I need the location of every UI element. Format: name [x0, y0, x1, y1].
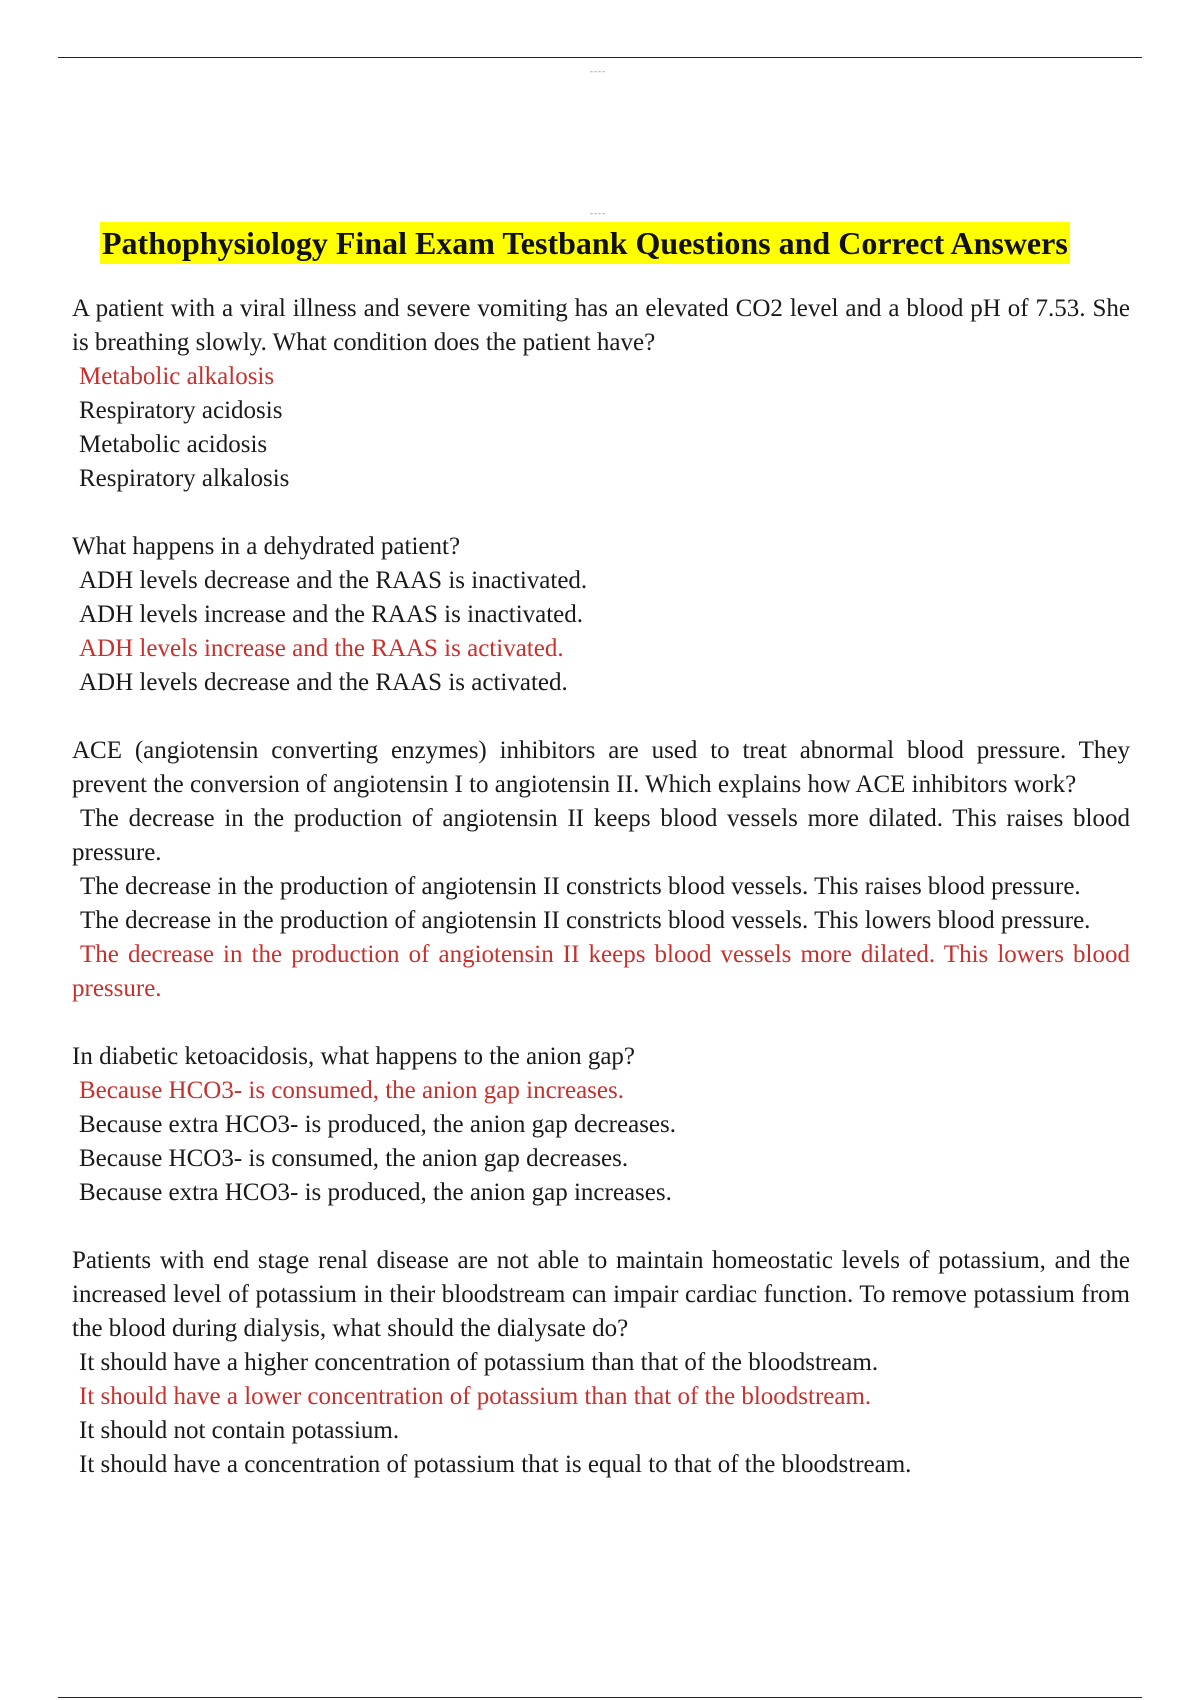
answer-option: Because extra HCO3- is produced, the anion gap decreases.	[79, 1111, 676, 1138]
top-rule	[58, 57, 1142, 58]
answer-option: ADH levels decrease and the RAAS is activated.	[79, 669, 568, 696]
answer-option: Respiratory alkalosis	[79, 465, 290, 492]
answer-option: The decrease in the production of angiotensin II constricts blood vessels. This lowers blood pressure.	[80, 907, 1091, 934]
correct-answer-option: Metabolic alkalosis	[79, 363, 275, 390]
answer-option: ADH levels increase and the RAAS is inactivated.	[79, 601, 584, 628]
answer-option: Respiratory acidosis	[79, 397, 283, 424]
question-text: What happens in a dehydrated patient?	[72, 533, 461, 560]
question-list	[72, 292, 1130, 1516]
question-1	[72, 292, 1130, 496]
question-5	[72, 1244, 1130, 1482]
question-text: Patients with end stage renal disease are not able to maintain homeostatic levels of potassium, and the increased level of potassium in their bloodstream can impair cardiac function. To remove potassium from the blood during dialysis, what should the dialysate do?	[72, 1247, 1130, 1342]
question-3	[72, 734, 1130, 1006]
answer-option: Because extra HCO3- is produced, the anion gap increases.	[79, 1179, 672, 1206]
question-text: ACE (angiotensin converting enzymes) inhibitors are used to treat abnormal blood pressure. They prevent the conversion of angiotensin I to angiotensin II. Which explains how ACE inhibitors work?	[72, 737, 1130, 798]
answer-option: Metabolic acidosis	[79, 431, 268, 458]
answer-option: The decrease in the production of angiotensin II constricts blood vessels. This raises blood pressure.	[80, 873, 1081, 900]
correct-answer-option: It should have a lower concentration of potassium than that of the bloodstream.	[79, 1383, 872, 1410]
question-text: A patient with a viral illness and severe vomiting has an elevated CO2 level and a blood pH of 7.53. She is breathing slowly. What condition does the patient have?	[72, 295, 1130, 356]
answer-option: The decrease in the production of angiotensin II keeps blood vessels more dilated. This raises blood pressure.	[72, 805, 1130, 866]
answer-option: Because HCO3- is consumed, the anion gap decreases.	[79, 1145, 629, 1172]
correct-answer-option: ADH levels increase and the RAAS is activated.	[79, 635, 564, 662]
correct-answer-option: Because HCO3- is consumed, the anion gap increases.	[79, 1077, 624, 1104]
question-text: In diabetic ketoacidosis, what happens to the anion gap?	[72, 1043, 636, 1070]
page-title: Pathophysiology Final Exam Testbank Questions and Correct Answers	[100, 222, 1070, 264]
answer-option: It should have a higher concentration of potassium than that of the bloodstream.	[79, 1349, 879, 1376]
question-2	[72, 530, 1130, 700]
title-mark: ----	[590, 208, 606, 218]
bottom-rule	[58, 1697, 1142, 1698]
correct-answer-option: The decrease in the production of angiotensin II keeps blood vessels more dilated. This lowers blood pressure.	[72, 941, 1130, 1002]
answer-option: It should have a concentration of potassium that is equal to that of the bloodstream.	[79, 1451, 912, 1478]
question-4	[72, 1040, 1130, 1210]
answer-option: ADH levels decrease and the RAAS is inactivated.	[79, 567, 588, 594]
header-mark: ----	[590, 66, 606, 76]
answer-option: It should not contain potassium.	[79, 1417, 400, 1444]
